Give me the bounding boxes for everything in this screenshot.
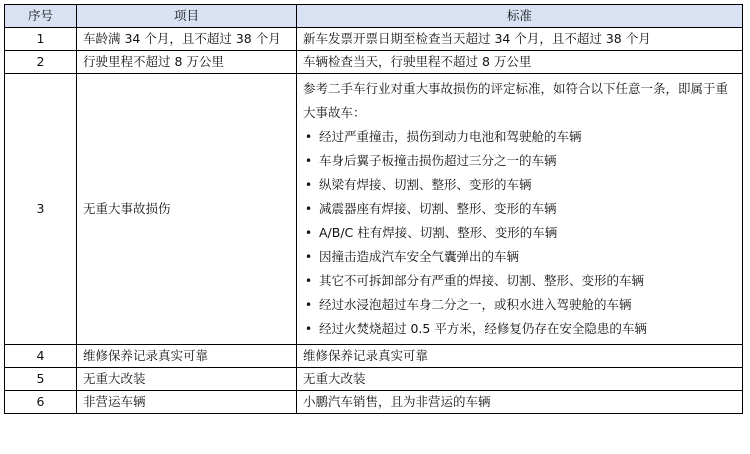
- row-item: 维修保养记录真实可靠: [77, 345, 297, 368]
- list-item-text: 因撞击造成汽车安全气囊弹出的车辆: [319, 249, 520, 264]
- header-standard: 标准: [297, 5, 743, 28]
- bullet-icon: •: [305, 130, 313, 144]
- row-standard: 维修保养记录真实可靠: [297, 345, 743, 368]
- table-row: [5, 51, 743, 74]
- table-row: [5, 345, 743, 368]
- row-item: 无重大事故损伤: [77, 74, 297, 345]
- bullet-icon: •: [305, 250, 313, 264]
- list-item-text: 其它不可拆卸部分有严重的焊接、切割、整形、变形的车辆: [319, 273, 645, 288]
- list-item: [303, 221, 736, 245]
- row-item: 无重大改装: [77, 368, 297, 391]
- bullet-icon: •: [305, 178, 313, 192]
- table-row: [5, 74, 743, 345]
- row-no: 4: [5, 345, 77, 368]
- row-standard: 无重大改装: [297, 368, 743, 391]
- list-item: [303, 245, 736, 269]
- list-item-text: 纵梁有焊接、切割、整形、变形的车辆: [319, 177, 532, 192]
- list-item: [303, 293, 736, 317]
- criteria-table: [4, 4, 743, 414]
- row-no: 3: [5, 74, 77, 345]
- row-no: 2: [5, 51, 77, 74]
- header-row: [5, 5, 743, 28]
- standard-intro: 参考二手车行业对重大事故损伤的评定标准，如符合以下任意一条，即属于重大事故车：: [303, 81, 729, 120]
- bullet-icon: •: [305, 202, 313, 216]
- list-item: [303, 173, 736, 197]
- list-item: [303, 149, 736, 173]
- list-item-text: 经过水浸泡超过车身二分之一，或积水进入驾驶舱的车辆: [319, 297, 632, 312]
- bullet-icon: •: [305, 322, 313, 336]
- row-standard: [297, 74, 743, 345]
- list-item: [303, 125, 736, 149]
- header-no: 序号: [5, 5, 77, 28]
- row-standard: 新车发票开票日期至检查当天超过 34 个月，且不超过 38 个月: [297, 28, 743, 51]
- bullet-icon: •: [305, 226, 313, 240]
- bullet-icon: •: [305, 154, 313, 168]
- row-standard: 小鹏汽车销售，且为非营运的车辆: [297, 391, 743, 414]
- list-item: [303, 317, 736, 341]
- row-item: 行驶里程不超过 8 万公里: [77, 51, 297, 74]
- table-row: [5, 391, 743, 414]
- bullet-icon: •: [305, 274, 313, 288]
- row-item: 非营运车辆: [77, 391, 297, 414]
- row-no: 5: [5, 368, 77, 391]
- accident-criteria-list: [303, 125, 736, 341]
- bullet-icon: •: [305, 298, 313, 312]
- criteria-table-container: [4, 4, 743, 414]
- list-item-text: 经过火焚烧超过 0.5 平方米，经修复仍存在安全隐患的车辆: [319, 321, 647, 336]
- row-item: 车龄满 34 个月，且不超过 38 个月: [77, 28, 297, 51]
- list-item: [303, 197, 736, 221]
- row-no: 1: [5, 28, 77, 51]
- row-standard: 车辆检查当天，行驶里程不超过 8 万公里: [297, 51, 743, 74]
- list-item: [303, 269, 736, 293]
- list-item-text: 经过严重撞击，损伤到动力电池和驾驶舱的车辆: [319, 129, 582, 144]
- table-row: [5, 368, 743, 391]
- list-item-text: 车身后翼子板撞击损伤超过三分之一的车辆: [319, 153, 557, 168]
- header-item: 项目: [77, 5, 297, 28]
- list-item-text: 减震器座有焊接、切割、整形、变形的车辆: [319, 201, 557, 216]
- list-item-text: A/B/C 柱有焊接、切割、整形、变形的车辆: [319, 225, 558, 240]
- row-no: 6: [5, 391, 77, 414]
- table-row: [5, 28, 743, 51]
